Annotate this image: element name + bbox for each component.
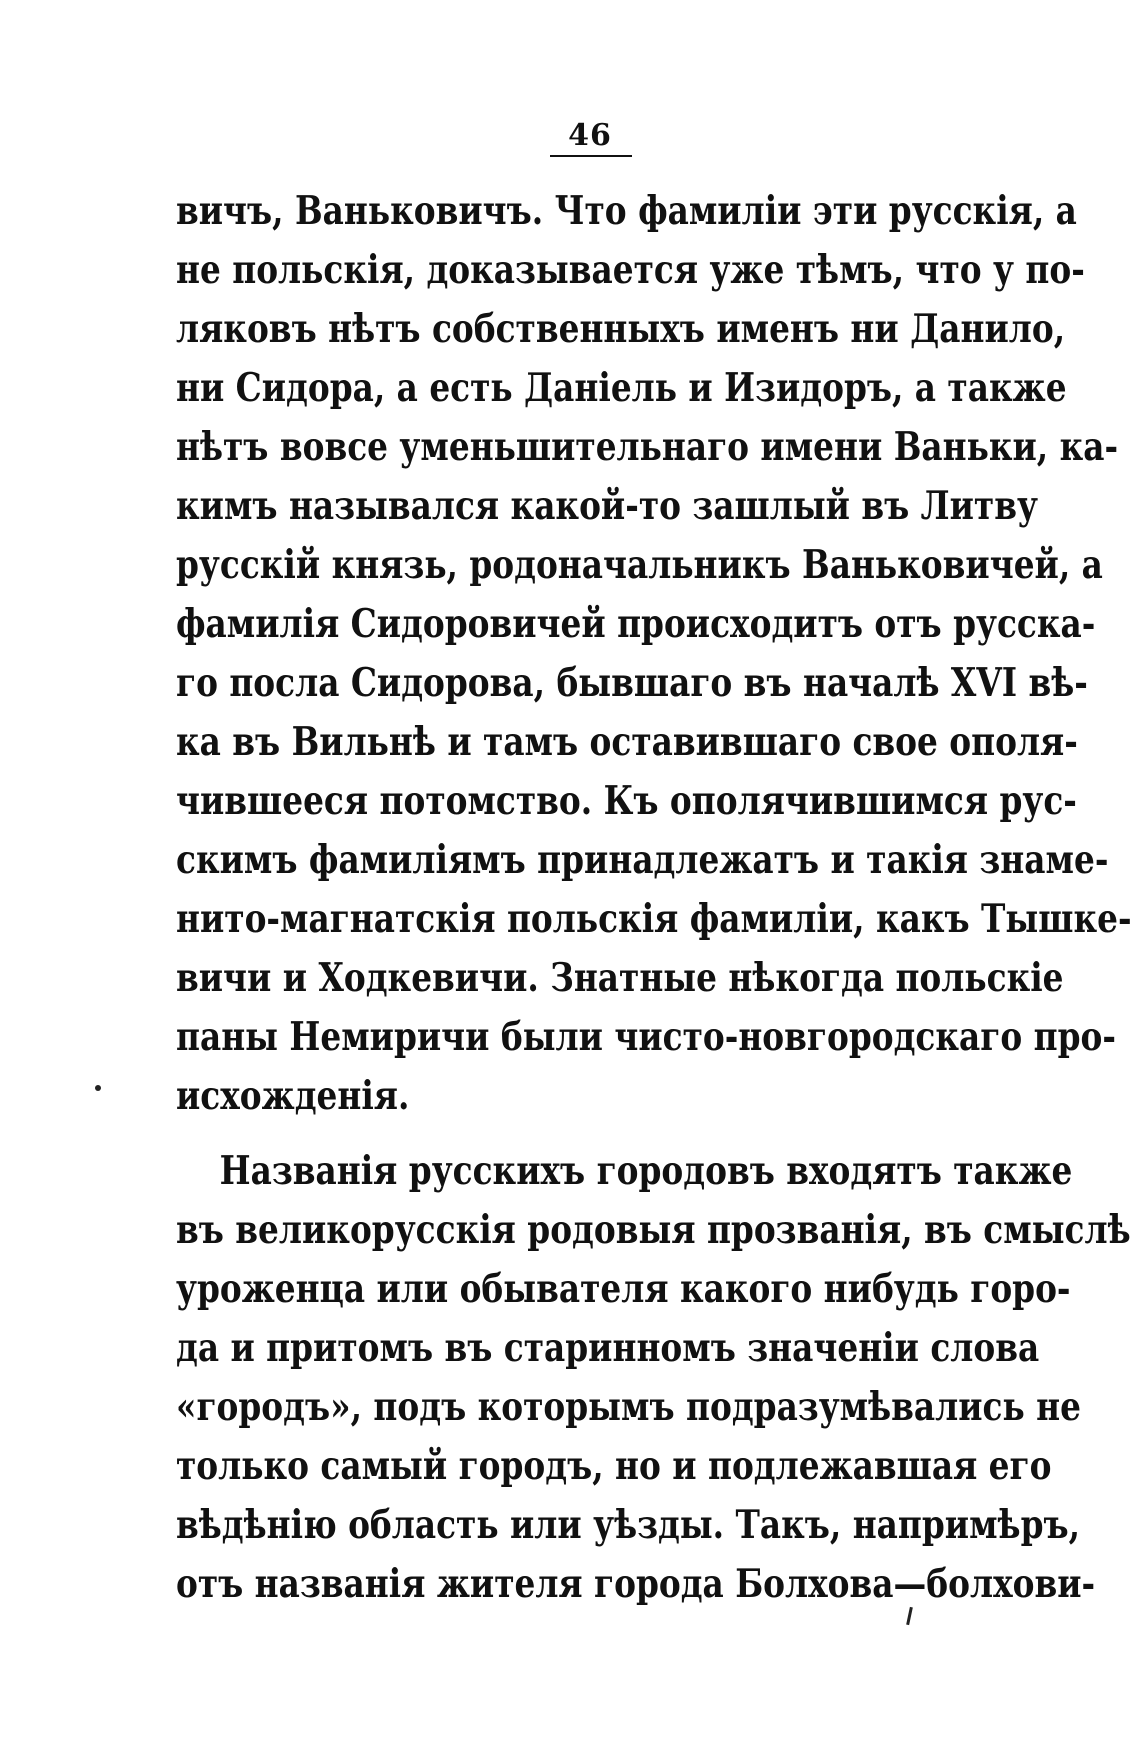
text-line: фамилія Сидоровичей происходитъ отъ русска- (176, 601, 1096, 647)
paragraph-gap (176, 1126, 1006, 1142)
text-line: кимъ назывался какой-то зашлый въ Литву (176, 483, 1038, 529)
text-line: уроженца или обывателя какого нибудь горо- (176, 1266, 1071, 1312)
paragraph-1 (176, 182, 1132, 1126)
text-line: не польскія, доказывается уже тѣмъ, что у по- (176, 247, 1085, 293)
text-line: только самый городъ, но и подлежавшая его (176, 1443, 1052, 1489)
text-line: «городъ», подъ которымъ подразумѣвались не (176, 1384, 1081, 1430)
margin-mark (95, 1085, 101, 1091)
text-line: ка въ Вильнѣ и тамъ оставившаго свое ополя- (176, 719, 1078, 765)
text-line: да и притомъ въ старинномъ значеніи слова (176, 1325, 1040, 1371)
text-line: чившееся потомство. Къ ополячившимся рус- (176, 778, 1077, 824)
text-line: го посла Сидорова, бывшаго въ началѣ XVI вѣ- (176, 660, 1088, 706)
text-line: вичъ, Ваньковичъ. Что фамиліи эти русскія, а (176, 188, 1077, 234)
paragraph-2 (176, 1142, 1131, 1614)
text-line: русскій князь, родоначальникъ Ваньковичей, а (176, 542, 1103, 588)
text-line: въ великорусскія родовыя прозванія, въ смыслѣ (176, 1207, 1131, 1253)
text-line: ни Сидора, а есть Даніель и Изидоръ, а также (176, 365, 1067, 411)
text-line: вичи и Ходкевичи. Знатные нѣкогда польскіе (176, 955, 1064, 1001)
body-text (176, 182, 1132, 1614)
text-line: вѣдѣнію область или уѣзды. Такъ, напримѣръ, (176, 1502, 1081, 1548)
page-number: 46 (568, 118, 612, 153)
text-line: отъ названія жителя города Болхова—болхови- (176, 1561, 1096, 1607)
page-number-rule (550, 155, 632, 157)
text-line: исхожденія. (176, 1073, 410, 1119)
text-line: паны Немиричи были чисто-новгородскаго про- (176, 1014, 1116, 1060)
text-line: нѣтъ вовсе уменьшительнаго имени Ваньки, ка- (176, 424, 1119, 470)
text-line: скимъ фамиліямъ принадлежатъ и такія знаме- (176, 837, 1109, 883)
text-line: ляковъ нѣтъ собственныхъ именъ ни Данило, (176, 306, 1066, 352)
text-line: нито-магнатскія польскія фамиліи, какъ Тышке- (176, 896, 1132, 942)
text-line: Названія русскихъ городовъ входятъ также (219, 1148, 1073, 1194)
